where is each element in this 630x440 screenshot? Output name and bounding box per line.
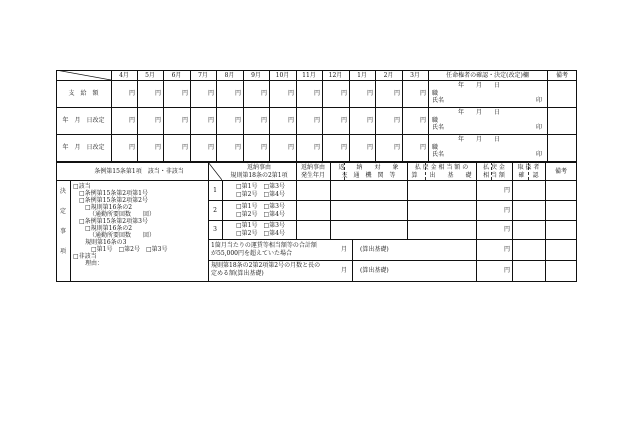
decision-line: □条例第15条第2項第1号 <box>79 190 148 197</box>
month-header: 3月 <box>410 72 420 79</box>
confirmer-header-2: 確 認 <box>518 172 539 179</box>
reason-row-no: 1 <box>213 187 217 194</box>
note-1-line2: が55,000円を超えていた場合 <box>211 250 292 257</box>
confirm-name: 氏名 <box>432 124 445 131</box>
yen-unit: 円 <box>260 90 267 97</box>
yen-unit: 円 <box>234 90 241 97</box>
yen-unit: 円 <box>366 90 373 97</box>
divider <box>56 134 577 135</box>
decision-line: □条例第15条第2項第2号 <box>79 197 148 204</box>
yen-unit: 円 <box>154 117 161 124</box>
month-header: 6月 <box>171 72 182 79</box>
note-2-line2: 定める額(算出基礎) <box>211 270 264 277</box>
decision-line: □規則第16条の2 <box>85 225 133 232</box>
yen-unit: 円 <box>503 207 510 214</box>
yen-unit: 円 <box>393 117 400 124</box>
yen-unit: 円 <box>207 117 214 124</box>
month-header: 4月 <box>119 72 129 79</box>
yen-unit: 円 <box>234 144 241 151</box>
yen-unit: 円 <box>340 144 347 151</box>
month-header: 7月 <box>198 72 208 79</box>
yen-unit: 円 <box>503 226 510 233</box>
divider <box>56 80 577 81</box>
row-label-revision-1: 年 月 日改定 <box>62 117 105 124</box>
reason-row-options: □第1号 □第3号 <box>236 203 285 210</box>
yen-unit: 円 <box>260 144 267 151</box>
yen-unit: 円 <box>234 117 241 124</box>
month-header: 1月 <box>357 72 367 79</box>
confirmer-header-1: 取 扱 者 <box>517 164 540 171</box>
yen-unit: 円 <box>366 117 373 124</box>
note-1-line1: 1箇月当たりの運賃等相当額等の合計額 <box>211 242 317 249</box>
confirm-name: 氏名 <box>432 151 445 158</box>
divider <box>208 220 577 221</box>
decision-line: （通勤所要回数 回） <box>89 232 156 239</box>
divider <box>56 180 577 181</box>
yen-unit: 円 <box>128 90 135 97</box>
yen-unit: 円 <box>366 144 373 151</box>
decision-label: 事 <box>59 228 66 235</box>
divider <box>208 162 209 282</box>
header-diagonal <box>56 70 111 80</box>
yen-unit: 円 <box>503 267 510 274</box>
yen-unit: 円 <box>181 90 188 97</box>
yen-unit: 円 <box>207 90 214 97</box>
reason-row-no: 2 <box>213 207 217 214</box>
row-label-revision-2: 年 月 日改定 <box>62 144 105 151</box>
decision-label: 定 <box>59 208 66 215</box>
yen-unit: 円 <box>287 144 294 151</box>
article-header: 条例第15条第1項 該当・非該当 <box>94 168 184 175</box>
note-2-line1: 規則第18条の2第2項第2号の月数と長の <box>211 262 321 269</box>
divider <box>476 162 477 282</box>
month-header: 9月 <box>251 72 261 79</box>
seal-mark: 印 <box>536 151 543 158</box>
divider <box>428 70 429 162</box>
reason-row-options: □第1号 □第3号 <box>236 183 285 190</box>
yen-unit: 円 <box>181 117 188 124</box>
divider <box>208 260 577 261</box>
divider <box>208 239 577 240</box>
refund-amount-header-2: 相 当 額 <box>483 172 505 179</box>
yen-unit: 円 <box>419 144 426 151</box>
reason-row-options: □第2号 □第4号 <box>236 191 285 198</box>
yen-unit: 円 <box>313 90 320 97</box>
refund-basis-header-1: 払 戻 金 相 当 額 の <box>414 164 469 171</box>
confirm-date: 年 月 日 <box>458 136 501 143</box>
month-header: 11月 <box>302 72 316 79</box>
yen-unit: 円 <box>128 117 135 124</box>
confirm-post: 職 <box>432 144 439 151</box>
month-header: 2月 <box>383 72 394 79</box>
reason-row-options: □第2号 □第4号 <box>236 230 285 237</box>
yen-unit: 円 <box>340 90 347 97</box>
confirm-post: 職 <box>432 117 439 124</box>
calc-basis: (算出基礎) <box>360 267 389 274</box>
yen-unit: 円 <box>419 117 426 124</box>
divider <box>70 180 71 282</box>
yen-unit: 円 <box>340 117 347 124</box>
confirm-date: 年 月 日 <box>458 109 501 116</box>
yen-unit: 円 <box>503 187 510 194</box>
decision-label: 項 <box>59 248 66 255</box>
month-unit: 月 <box>341 267 348 274</box>
decision-label: 決 <box>59 188 66 195</box>
seal-mark: 印 <box>536 97 543 104</box>
divider <box>222 180 223 239</box>
decision-line: （通勤所要回数 回） <box>89 211 156 218</box>
yen-unit: 円 <box>419 90 426 97</box>
yen-unit: 円 <box>154 90 161 97</box>
confirm-date: 年 月 日 <box>458 82 501 89</box>
yen-unit: 円 <box>181 144 188 151</box>
occur-header-2: 発生年月 <box>300 172 325 179</box>
refund-amount-header-1: 払 戻 金 <box>483 164 505 171</box>
divider <box>208 200 577 201</box>
seal-mark: 印 <box>536 124 543 131</box>
return-target-header-1: 返 納 対 象 <box>338 164 399 171</box>
decision-line: 理由： <box>85 260 104 267</box>
reason-header-line2: 規則第18条の2第1項 <box>230 172 288 179</box>
decision-line: □第1号 □第2号 □第3号 <box>91 246 168 253</box>
remarks-header: 備考 <box>555 72 568 79</box>
divider <box>56 107 577 108</box>
month-header: 10月 <box>275 72 290 79</box>
yen-unit: 円 <box>313 117 320 124</box>
yen-unit: 円 <box>154 144 161 151</box>
decision-line: □該当 <box>73 183 91 190</box>
yen-unit: 円 <box>207 144 214 151</box>
yen-unit: 円 <box>393 144 400 151</box>
decision-line: □条例第15条第2項第3号 <box>79 218 148 225</box>
decision-line: □規則第16条の2 <box>85 204 133 211</box>
divider <box>547 70 548 162</box>
yen-unit: 円 <box>260 117 267 124</box>
row-label-amount: 支 給 額 <box>68 90 99 97</box>
yen-unit: 円 <box>287 117 294 124</box>
month-header: 12月 <box>328 72 343 79</box>
reason-row-options: □第1号 □第3号 <box>236 222 285 229</box>
month-header: 5月 <box>145 72 155 79</box>
yen-unit: 円 <box>393 90 400 97</box>
confirm-column-header: 任命権者の確認・決定(改定)欄 <box>446 72 529 79</box>
yen-unit: 円 <box>287 90 294 97</box>
calc-basis: (算出基礎) <box>360 246 389 253</box>
refund-basis-header-2: 算 出 基 礎 <box>411 172 472 179</box>
reason-row-no: 3 <box>213 226 217 233</box>
occur-header-1: 返納事由 <box>300 164 325 171</box>
reason-header-line1: 返納事由 <box>246 164 271 171</box>
reason-row-options: □第2号 □第4号 <box>236 211 285 218</box>
yen-unit: 円 <box>128 144 135 151</box>
confirm-post: 職 <box>432 90 439 97</box>
yen-unit: 円 <box>503 246 510 253</box>
remarks-header-lower: 備考 <box>554 168 567 175</box>
yen-unit: 円 <box>313 144 320 151</box>
return-target-header-2: 交 通 機 関 等 <box>341 172 396 179</box>
month-unit: 月 <box>341 246 348 253</box>
divider <box>545 162 546 282</box>
month-header: 8月 <box>224 72 235 79</box>
divider <box>512 162 513 282</box>
decision-line: □非該当 <box>73 253 97 260</box>
header-diagonal <box>208 162 222 180</box>
confirm-name: 氏名 <box>432 97 445 104</box>
decision-line: 規則第16条の3 <box>85 239 127 246</box>
